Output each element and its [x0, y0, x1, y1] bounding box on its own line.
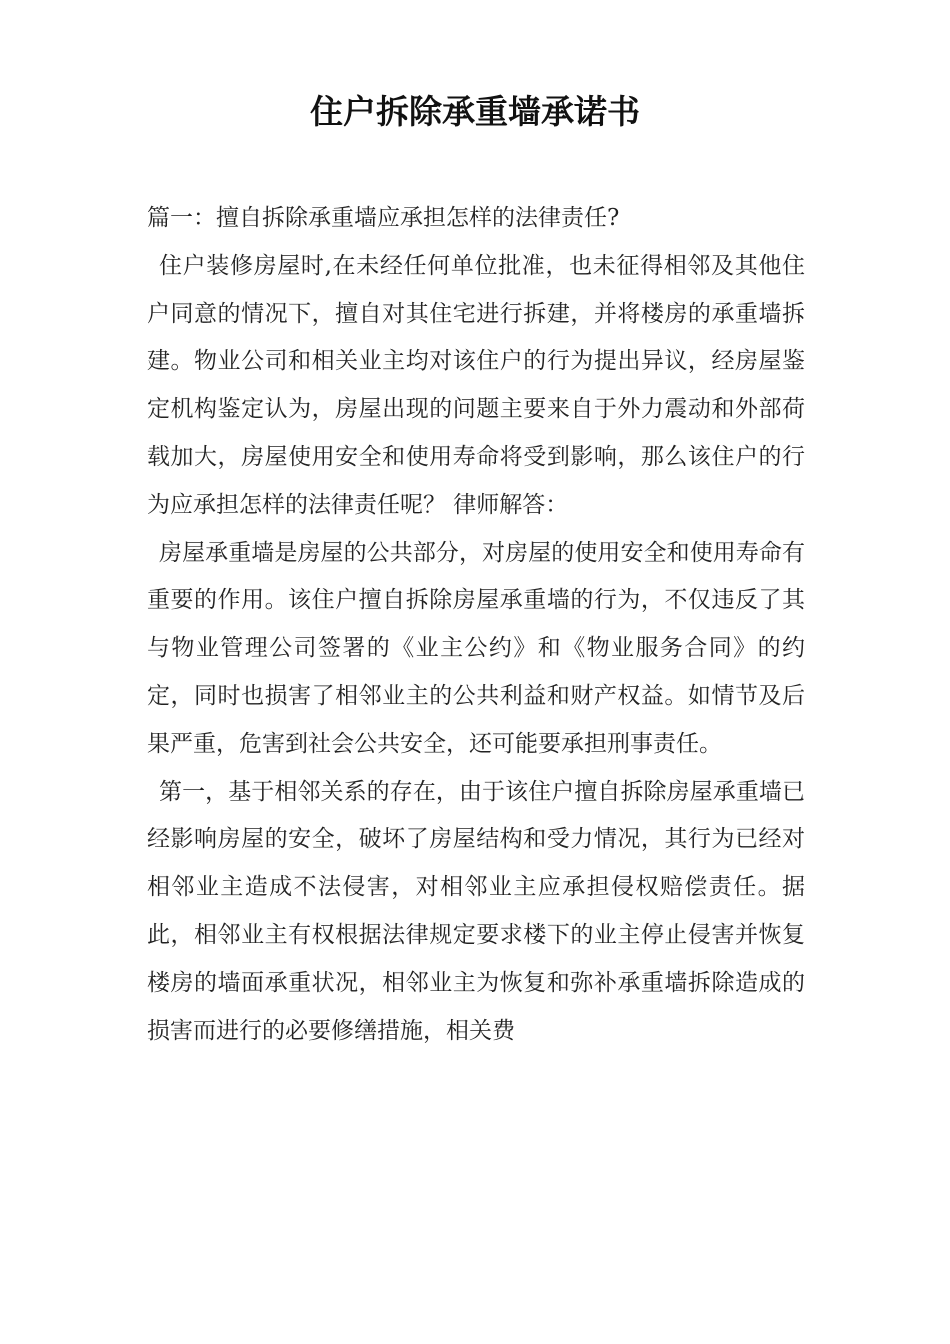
document-title: 住户拆除承重墙承诺书: [310, 92, 640, 131]
document-body: [147, 195, 805, 1055]
paragraph-case-description: 住户装修房屋时,在未经任何单位批准，也未征得相邻及其他住户同意的情况下，擅自对其住宅进行拆建，并将楼房的承重墙拆建。物业公司和相关业主均对该住户的行为提出异议，经房屋鉴定机构鉴定认为，房屋出现的问题主要来自于外力震动和外部荷载加大，房屋使用安全和使用寿命将受到影响，那么该住户的行为应承担怎样的法律责任呢？ 律师解答：: [147, 252, 805, 518]
section-heading: 篇一：擅自拆除承重墙应承担怎样的法律责任?: [147, 205, 620, 231]
paragraph-load-bearing-wall: 房屋承重墙是房屋的公共部分，对房屋的使用安全和使用寿命有重要的作用。该住户擅自拆除房屋承重墙的行为，不仅违反了其与物业管理公司签署的《业主公约》和《物业服务合同》的约定，同时也损害了相邻业主的公共利益和财产权益。如情节及后果严重，危害到社会公共安全，还可能要承担刑事责任。: [147, 539, 805, 757]
paragraph-first-point: 第一，基于相邻关系的存在，由于该住户擅自拆除房屋承重墙已经影响房屋的安全，破坏了房屋结构和受力情况，其行为已经对相邻业主造成不法侵害，对相邻业主应承担侵权赔偿责任。据此，相邻业主有权根据法律规定要求楼下的业主停止侵害并恢复楼房的墙面承重状况，相邻业主为恢复和弥补承重墙拆除造成的损害而进行的必要修缮措施，相关费: [147, 778, 805, 1044]
